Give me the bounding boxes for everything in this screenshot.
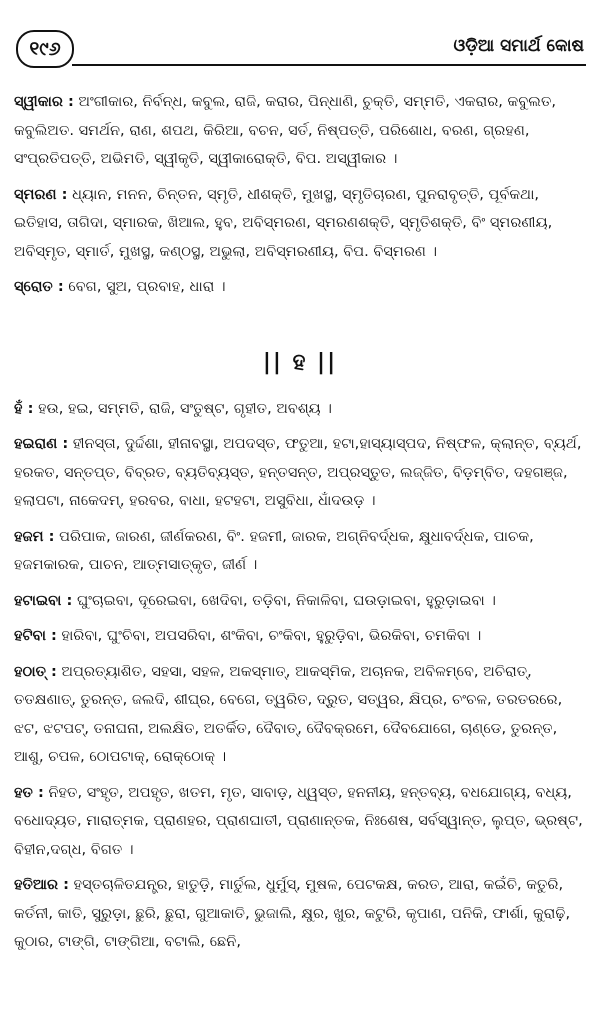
dictionary-entry — [14, 622, 586, 651]
section-heading: || ହ || — [262, 349, 338, 375]
definition: ଅଂଗୀକାର, ନିର୍ବନ୍ଧ, କବୁଲ, ରାଜି, କରାର, ପିନ୍ଧାଣି, ଚୁକ୍ତି, ସମ୍ମତି, ଏକରାର, କବୁଲତ, କବୁଲିଅତ. ସମର୍ଥନ, ରାଣ, ଶପଥ, କିରିଆ, ବଚନ, ସର୍ତ, ନିଷ୍ପତ୍ତି, ପରିଶୋଧ, ବରଣ, ଗ୍ରହଣ, ସଂପ୍ରତିପତ୍ତି, ଅଭିମତି, ସ୍ୱୀକୃତି, ସ୍ୱୀକାରୋକ୍ତି, ବିପ. ଅସ୍ୱୀକାର । — [14, 93, 557, 167]
headword: ହଜମ : — [14, 527, 55, 545]
dictionary-entry — [14, 273, 586, 302]
definition: ହସ୍ତଚାଳିତଯନ୍ତ୍ର, ହାତୁଡ଼ି, ମାର୍ତୁଲ, ଧୁର୍ମୁସ୍, ମୁଷଳ, ପେଟକକ୍ଷ, କରତ, ଆରା, କଇଁଚି, କତୁରି, କର୍ତନୀ, କାତି, ସୁରୁଡ଼ା, ଛୁରି, ଛୁରା, ଗୁଆକାତି, ଭୁଜାଲି, କ୍ଷୁର, ଖୁର, କଟୁରି, କୃପାଣ, ପନିକି, ଫାର୍ଶା, କୁରାଢ଼ି, କୁଠାର, ଟାଙ୍ଗି, ଟାଙ୍ଗିଆ, ବଟାଲି, ଛେନି, — [14, 876, 571, 950]
definition: ହୀନସ୍ତା, ଦୁର୍ଦ୍ଦଶା, ହୀନାବସ୍ଥା, ଅପଦସ୍ତ, ଫତୁଆ, ହଟା,ହାସ୍ୟାସ୍ପଦ, ନିଷ୍ଫଳ, କ୍ଲାନ୍ତ, ବ୍ୟର୍ଥ, ହରକତ, ସନ୍ତପ୍ତ, ବିବ୍ରତ, ବ୍ୟତିବ୍ୟସ୍ତ, ହନ୍ତସନ୍ତ, ଅପ୍ରସ୍ତୁତ, ଲଜ୍ଜିତ, ବିଡ଼ମ୍ବିତ, ଦହଗଞ୍ଜ, ହଲାପଟା, ନାକେଦମ୍, ହରବର, ବାଧା, ହଟହଟା, ଅସୁବିଧା, ଧାଁଦଉଡ଼ । — [14, 435, 582, 509]
definition: ହାରିବା, ଘୁଂଚିବା, ଅପସରିବା, ଶଂକିବା, ଚଂକିବା, ହୁରୁଡ଼ିବା, ଭିରକିବା, ଚମକିବା । — [61, 627, 482, 644]
header-rule — [72, 64, 586, 66]
definition: ବେଗ, ସୁଅ, ପ୍ରବାହ, ଧାରା । — [68, 278, 226, 295]
dictionary-entry — [14, 88, 586, 174]
definition: ନିହତ, ସଂହୃତ, ଅପହୃତ, ଖତମ, ମୃତ, ସାବାଡ଼, ଧ୍ୱସ୍ତ, ହନନୀୟ, ହନ୍ତବ୍ୟ, ବଧଯୋଗ୍ୟ, ବଧ୍ୟ, ବଧୋଦ୍ୟତ, ମାରାତ୍ମକ, ପ୍ରାଣହର, ପ୍ରାଣଘାତୀ, ପ୍ରାଣାନ୍ତକ, ନିଃଶେଷ, ସର୍ବସ୍ୱାନ୍ତ, ଲୁପ୍ତ, ଭ୍ରଷ୍ଟ, ବିହୀନ,ଦଗ୍ଧ, ବିଗତ । — [14, 783, 583, 858]
dictionary-entry — [14, 779, 586, 865]
dictionary-entry — [14, 658, 586, 772]
dictionary-entry — [14, 523, 586, 580]
headword: ସ୍ରୋତ : — [14, 278, 64, 295]
headword: ହଟିବା : — [14, 627, 57, 644]
definition: ହଉ, ହଇ, ସମ୍ମତି, ରାଜି, ସଂତୁଷ୍ଟ, ଗୃହୀତ, ଅବଶ୍ୟ । — [38, 399, 332, 417]
headword: ହତିଆର : — [14, 876, 70, 893]
dictionary-entry — [14, 395, 586, 424]
page-number: ୧୯୬ — [16, 30, 74, 68]
headword: ସ୍ମରଣ : — [14, 185, 68, 203]
headword: ସ୍ୱୀକାର : — [14, 93, 74, 110]
headword: ହଁ : — [14, 399, 34, 417]
dictionary-entry — [14, 871, 586, 957]
page-header — [16, 30, 586, 68]
definition: ଧ୍ୟାନ, ମନନ, ଚିନ୍ତନ, ସ୍ମୃତି, ଧୀଶକ୍ତି, ମୁଖସ୍ଥ, ସ୍ମୃତିଚାରଣ, ପୁନରାବୃତ୍ତି, ପୂର୍ବକଥା, ଇତିହାସ, ତାଗିଦା, ସ୍ମାରକ, ଖିଆଲ, ହୁବ, ଅବିସ୍ମରଣ, ସ୍ମରଣଶକ୍ତି, ସ୍ମୃତିଶକ୍ତି, ବିଂ ସ୍ମରଣୀୟ, ଅବିସ୍ମୃତ, ସ୍ମାର୍ତ, ମୁଖସ୍ଥ, କଣ୍ଠସ୍ଥ, ଅଭୁଲା, ଅବିସ୍ମରଣୀୟ, ବିପ. ବିସ୍ମରଣ । — [14, 185, 553, 260]
headword: ହତ : — [14, 783, 44, 801]
dictionary-entry — [14, 430, 586, 516]
headword: ହଠାତ୍ : — [14, 662, 57, 680]
definition: ପରିପାକ, ଜାରଣ, ଜୀର୍ଣକରଣ, ବିଂ. ହଜମୀ, ଜାରକ, ଅଗ୍ନିବର୍ଦ୍ଧକ, କ୍ଷୁଧାବର୍ଦ୍ଧକ, ପାଚକ, ହଜମକାରକ, ପାଚନ, ଆତ୍ମସାତ୍‌କୃତ, ଜୀର୍ଣ । — [14, 527, 534, 573]
definition: ଘୁଂଚାଇବା, ଦୂରେଇବା, ଖେଦିବା, ତଡ଼ିବା, ନିକାଳିବା, ଘଉଡ଼ାଇବା, ହୁରୁଡ଼ାଇବା । — [76, 591, 496, 609]
dictionary-body — [14, 88, 586, 964]
dictionary-entry — [14, 181, 586, 267]
headword: ହଇରାଣ : — [14, 435, 69, 452]
definition: ଅପ୍ରତ୍ୟାଶିତ, ସହସା, ସହଳ, ଅକସ୍ମାତ୍, ଆକସ୍ମିକ, ଅଚାନକ, ଅବିଳମ୍ବେ, ଅଚିରାତ୍, ତତକ୍ଷଣାତ୍, ତୁରନ୍ତ, ଜଲଦି, ଶୀଘ୍ର, ବେଗେ, ତ୍ୱରିତ, ଦ୍ରୁତ, ସତ୍ୱର, କ୍ଷିପ୍ର, ଚଂଚଳ, ତରତରରେ, ଝଟ, ଝଟପଟ୍, ତନାଘନା, ଅଲକ୍ଷିତ, ଅତର୍କିତ, ଦୈବାତ୍, ଦୈବକ୍ରମେ, ଦୈବଯୋଗେ, ଚାଣ୍ଡେ, ତୁରନ୍ତ, ଆଶୁ, ଚପଳ, ଠୋପଟାକ୍, ରୋକ୍‌ଠୋକ୍ । — [14, 662, 563, 765]
headword: ହଟାଇବା : — [14, 591, 73, 609]
dictionary-entry — [14, 587, 586, 616]
running-title: ଓଡ଼ିଆ ସମାର୍ଥ କୋଷ — [453, 36, 584, 56]
